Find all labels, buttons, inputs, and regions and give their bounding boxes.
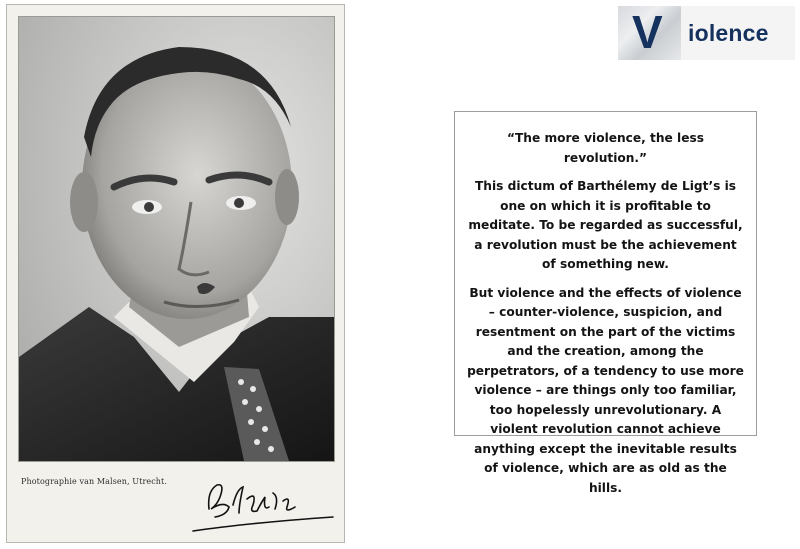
logo-initial: V	[632, 6, 663, 58]
quote-headline: “The more violence, the less revolution.”	[506, 131, 705, 165]
signature	[187, 471, 337, 539]
quote-paragraph-1: This dictum of Barthélemy de Ligt’s is one on which it is profitable to meditate. To be regarded as successful, a revolution must be the achievement of something new.	[468, 179, 743, 271]
logo-marble-tile	[618, 6, 681, 60]
portrait-photo	[18, 16, 335, 462]
violence-logo	[618, 6, 795, 60]
photo-card	[6, 4, 345, 543]
logo-word: iolence	[688, 20, 769, 46]
quote-box	[454, 111, 757, 495]
quote-paragraph-2: But violence and the effects of violence – counter-violence, suspicion, and resentment on the part of the victims and the creation, among the perpetrators, of a tendency to use more violence – are things only too familiar, too hopelessly unrevolutionary. A violent revolution cannot achieve anything except the inevitable results of violence, which are as old as the hills.	[467, 285, 744, 495]
photo-credit: Photographie van Malsen, Utrecht.	[21, 477, 167, 486]
